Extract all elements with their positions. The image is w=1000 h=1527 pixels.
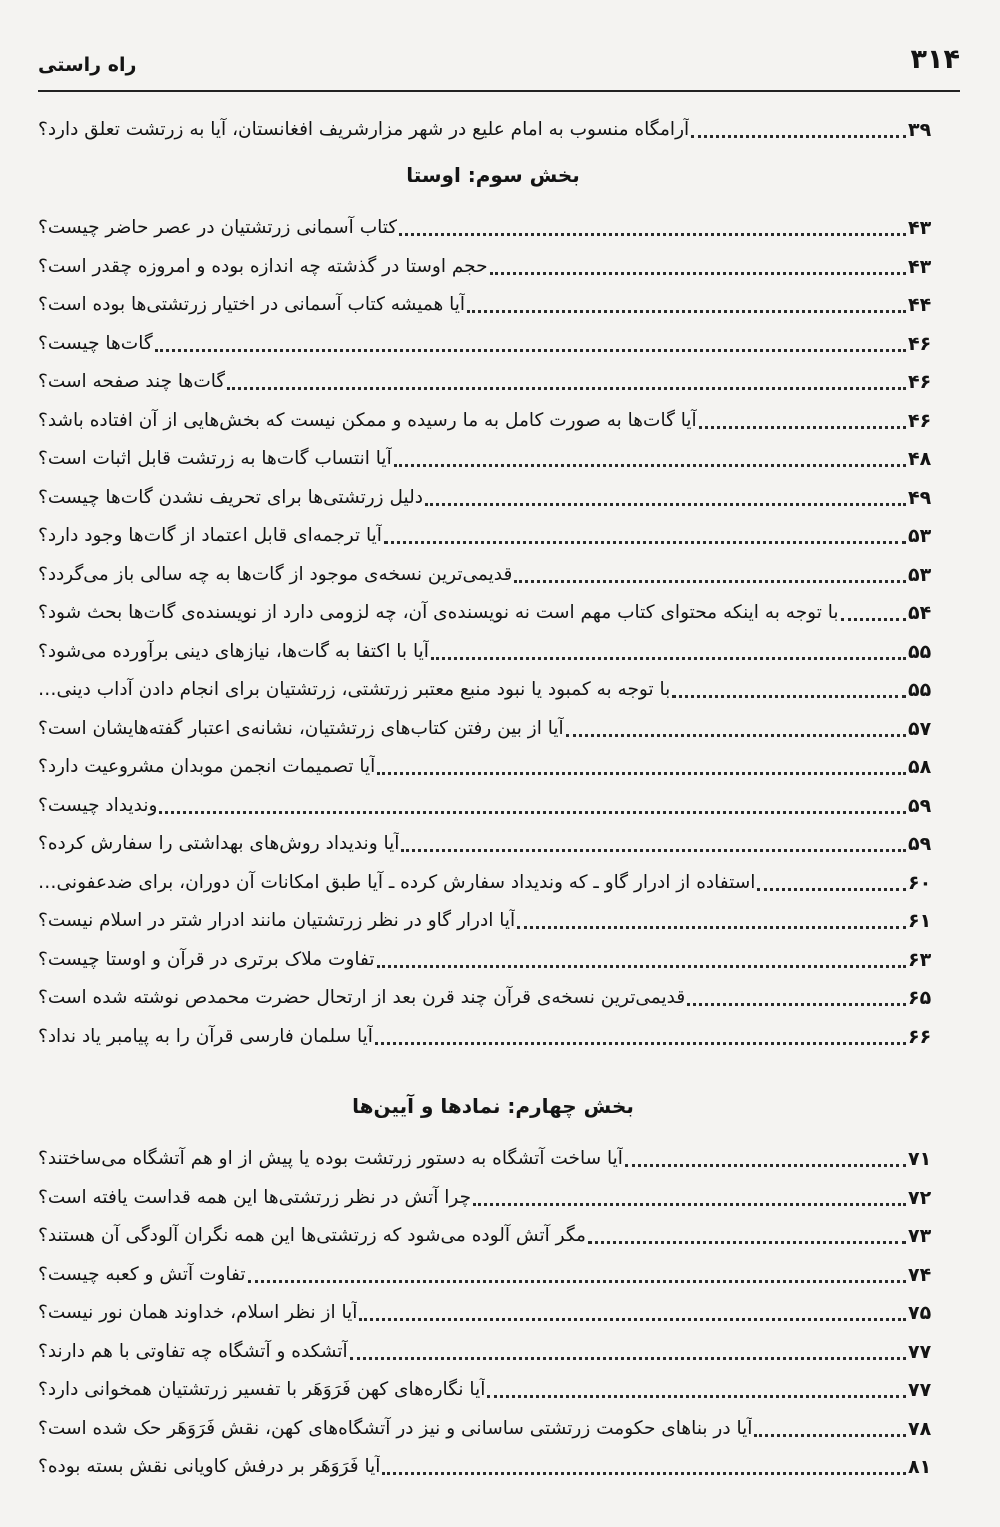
toc-entry: [38, 594, 948, 633]
toc-entry: [38, 863, 948, 902]
dot-leader: [757, 888, 906, 891]
section-title-symbols-rituals: بخش چهارم: نمادها و آیین‌ها: [352, 1093, 634, 1118]
toc-entry-title: گات‌ها چیست؟: [38, 332, 153, 354]
toc-entry-title: کتاب آسمانی زرتشتیان در عصر حاضر چیست؟: [38, 217, 398, 238]
toc-entry-page-number: ۴۸: [908, 448, 932, 470]
dot-leader: [350, 1357, 906, 1360]
toc-entry-title: استفاده از ادرار گاو ـ که وندیداد سفارش کرده ـ آیا طبق امکانات آن دوران، برای ضدعفونی…: [38, 871, 756, 893]
intro-entries: [38, 110, 948, 149]
toc-entry: [38, 286, 948, 325]
toc-entry-title: آیا نگاره‌های کهن فَرَوَهَر با تفسیر زرتشتیان همخوانی دارد؟: [38, 1379, 486, 1400]
section-symbols-entries: [38, 1140, 948, 1487]
toc-entry: [38, 825, 948, 864]
toc-entry-page-number: ۵۹: [908, 794, 932, 817]
dot-leader: [517, 926, 906, 929]
toc-entry-title: وندیداد چیست؟: [38, 794, 158, 816]
dot-leader: [566, 734, 906, 737]
header-rule: [38, 90, 960, 92]
toc-entry: [38, 1017, 948, 1056]
toc-entry: [38, 786, 948, 825]
section-title-avesta: بخش سوم: اوستا: [406, 162, 580, 187]
toc-entry: [38, 209, 948, 248]
toc-entry-title: آتشکده و آتشگاه چه تفاوتی با هم دارند؟: [38, 1340, 348, 1362]
toc-entry-page-number: ۷۷: [908, 1340, 932, 1363]
dot-leader: [588, 1241, 906, 1244]
dot-leader: [425, 503, 906, 506]
toc-entry-title: آیا انتساب گات‌ها به زرتشت قابل اثبات است؟: [38, 448, 392, 469]
toc-entry-page-number: ۴۴: [908, 294, 932, 316]
toc-entry-title: قدیمی‌ترین نسخه‌ی موجود از گات‌ها به چه سالی باز می‌گردد؟: [38, 563, 513, 585]
toc-entry-page-number: ۶۰: [908, 871, 932, 894]
toc-entry-page-number: ۳۹: [908, 118, 932, 141]
toc-entry-title: آیا وندیداد روش‌های بهداشتی را سفارش کرده؟: [38, 833, 400, 854]
toc-entry-title: دلیل زرتشتی‌ها برای تحریف نشدن گات‌ها چیست؟: [38, 486, 423, 508]
toc-entry: [38, 1178, 948, 1217]
toc-entry-page-number: ۴۶: [908, 409, 932, 432]
toc-entry: [38, 1217, 948, 1256]
dot-leader: [382, 1472, 906, 1475]
dot-leader: [672, 695, 906, 698]
toc-entry: [38, 555, 948, 594]
toc-entry: [38, 363, 948, 402]
toc-entry: [38, 401, 948, 440]
running-title: راه راستی: [38, 54, 137, 76]
toc-entry-page-number: ۵۵: [908, 679, 932, 701]
dot-leader: [625, 1164, 906, 1167]
toc-entry-page-number: ۷۴: [908, 1263, 932, 1286]
toc-entry-page-number: ۴۳: [908, 217, 932, 239]
toc-entry-title: تفاوت آتش و کعبه چیست؟: [38, 1263, 246, 1285]
toc-entry-title: آیا ترجمه‌ای قابل اعتماد از گات‌ها وجود دارد؟: [38, 525, 382, 546]
toc-entry-page-number: ۴۶: [908, 332, 932, 355]
dot-leader: [431, 657, 906, 660]
page-header: [38, 44, 960, 94]
toc-entry: [38, 478, 948, 517]
toc-entry: [38, 1371, 948, 1410]
toc-entry: [38, 1255, 948, 1294]
toc-entry-page-number: ۵۳: [908, 563, 932, 586]
toc-entry-title: تفاوت ملاک برتری در قرآن و اوستا چیست؟: [38, 948, 375, 970]
toc-entry: [38, 1448, 948, 1487]
page-number: ۳۱۴: [910, 44, 960, 75]
toc-entry-page-number: ۶۵: [908, 987, 932, 1009]
toc-entry-page-number: ۴۳: [908, 255, 932, 278]
toc-entry: [38, 979, 948, 1018]
toc-entry: [38, 940, 948, 979]
toc-entry-page-number: ۵۸: [908, 756, 932, 778]
toc-entry: [38, 671, 948, 710]
toc-entry-title: مگر آتش آلوده می‌شود که زرتشتی‌ها این همه نگران آلودگی آن هستند؟: [38, 1225, 586, 1246]
section-avesta-entries: [38, 209, 948, 1056]
toc-entry: [38, 1409, 948, 1448]
toc-entry-title: حجم اوستا در گذشته چه اندازه بوده و امروزه چقدر است؟: [38, 255, 488, 277]
dot-leader: [248, 1280, 906, 1283]
dot-leader: [487, 1395, 906, 1398]
toc-entry: [38, 1140, 948, 1179]
dot-leader: [699, 426, 906, 429]
toc-entry-page-number: ۷۷: [908, 1379, 932, 1401]
dot-leader: [159, 811, 906, 814]
dot-leader: [841, 618, 906, 621]
toc-entry-page-number: ۵۵: [908, 640, 932, 663]
toc-entry: [38, 1294, 948, 1333]
dot-leader: [384, 541, 906, 544]
dot-leader: [399, 233, 906, 236]
dot-leader: [375, 1042, 906, 1045]
dot-leader: [394, 464, 906, 467]
table-of-contents: [38, 110, 948, 1486]
toc-entry-page-number: ۴۶: [908, 371, 932, 393]
toc-entry-page-number: ۶۱: [908, 910, 932, 932]
toc-entry-title: آیا ساخت آتشگاه به دستور زرتشت بوده یا پیش از او هم آتشگاه می‌ساختند؟: [38, 1148, 623, 1169]
dot-leader: [401, 849, 906, 852]
toc-entry-page-number: ۴۹: [908, 486, 932, 509]
toc-entry-title: آیا سلمان فارسی قرآن را به پیامبر یاد نداد؟: [38, 1025, 373, 1047]
toc-entry: [38, 632, 948, 671]
toc-entry: [38, 517, 948, 556]
toc-entry: [38, 709, 948, 748]
toc-entry-page-number: ۷۸: [908, 1417, 932, 1440]
toc-entry-title: قدیمی‌ترین نسخه‌ی قرآن چند قرن بعد از ارتحال حضرت محمدص نوشته شده است؟: [38, 987, 686, 1008]
dot-leader: [514, 580, 906, 583]
toc-entry-page-number: ۵۳: [908, 525, 932, 547]
toc-entry-title: آیا همیشه کتاب آسمانی در اختیار زرتشتی‌ها بوده است؟: [38, 294, 466, 315]
toc-entry-page-number: ۷۲: [908, 1186, 932, 1209]
dot-leader: [754, 1434, 906, 1437]
toc-entry-title: چرا آتش در نظر زرتشتی‌ها این همه قداست یافته است؟: [38, 1186, 472, 1208]
toc-entry-page-number: ۶۶: [908, 1025, 932, 1048]
toc-entry-page-number: ۵۷: [908, 717, 932, 740]
toc-entry: [38, 324, 948, 363]
toc-entry-title: آیا فَرَوَهَر بر درفش کاویانی نقش بسته بوده؟: [38, 1456, 381, 1477]
toc-entry: [38, 748, 948, 787]
dot-leader: [359, 1318, 906, 1321]
toc-entry-title: آیا از بین رفتن کتاب‌های زرتشتیان، نشانه‌ی اعتبار گفته‌هایشان است؟: [38, 717, 564, 739]
toc-entry: [38, 1332, 948, 1371]
toc-entry-page-number: ۸۱: [908, 1456, 932, 1478]
dot-leader: [227, 387, 906, 390]
toc-entry-title: آیا گات‌ها به صورت کامل به ما رسیده و ممکن نیست که بخش‌هایی از آن افتاده باشد؟: [38, 409, 697, 431]
toc-entry-title: آیا از نظر اسلام، خداوند همان نور نیست؟: [38, 1302, 358, 1323]
toc-entry-page-number: ۷۳: [908, 1225, 932, 1247]
toc-entry-title: گات‌ها چند صفحه است؟: [38, 371, 226, 392]
toc-entry-title: آیا تصمیمات انجمن موبدان مشروعیت دارد؟: [38, 756, 376, 777]
dot-leader: [467, 310, 906, 313]
toc-entry-page-number: ۷۵: [908, 1302, 932, 1324]
toc-entry-title: با توجه به کمبود یا نبود منبع معتبر زرتشتی، زرتشتیان برای انجام دادن آداب دینی…: [38, 679, 671, 700]
toc-entry: [38, 440, 948, 479]
toc-entry: [38, 247, 948, 286]
toc-entry-title: آیا در بناهای حکومت زرتشتی ساسانی و نیز در آتشگاه‌های کهن، نقش فَرَوَهَر حک شده است؟: [38, 1417, 753, 1439]
dot-leader: [473, 1203, 906, 1206]
dot-leader: [155, 349, 906, 352]
toc-entry-page-number: ۵۹: [908, 833, 932, 855]
dot-leader: [687, 1003, 906, 1006]
dot-leader: [377, 772, 906, 775]
toc-entry-page-number: ۶۳: [908, 948, 932, 971]
toc-entry-page-number: ۷۱: [908, 1148, 932, 1170]
dot-leader: [691, 135, 906, 138]
dot-leader: [490, 272, 906, 275]
toc-entry: [38, 110, 948, 149]
toc-entry-title: آیا ادرار گاو در نظر زرتشتیان مانند ادرار شتر در اسلام نیست؟: [38, 910, 516, 931]
toc-entry-page-number: ۵۴: [908, 602, 932, 624]
toc-entry: [38, 902, 948, 941]
dot-leader: [377, 965, 906, 968]
toc-entry-title: با توجه به اینکه محتوای کتاب مهم است نه نویسنده‌ی آن، چه لزومی دارد از نویسنده‌ی گات‌ها بحث شود؟: [38, 602, 839, 623]
toc-entry-title: آیا با اکتفا به گات‌ها، نیازهای دینی برآورده می‌شود؟: [38, 640, 429, 662]
toc-entry-title: آرامگاه منسوب به امام علیع در شهر مزارشریف افغانستان، آیا به زرتشت تعلق دارد؟: [38, 118, 690, 140]
